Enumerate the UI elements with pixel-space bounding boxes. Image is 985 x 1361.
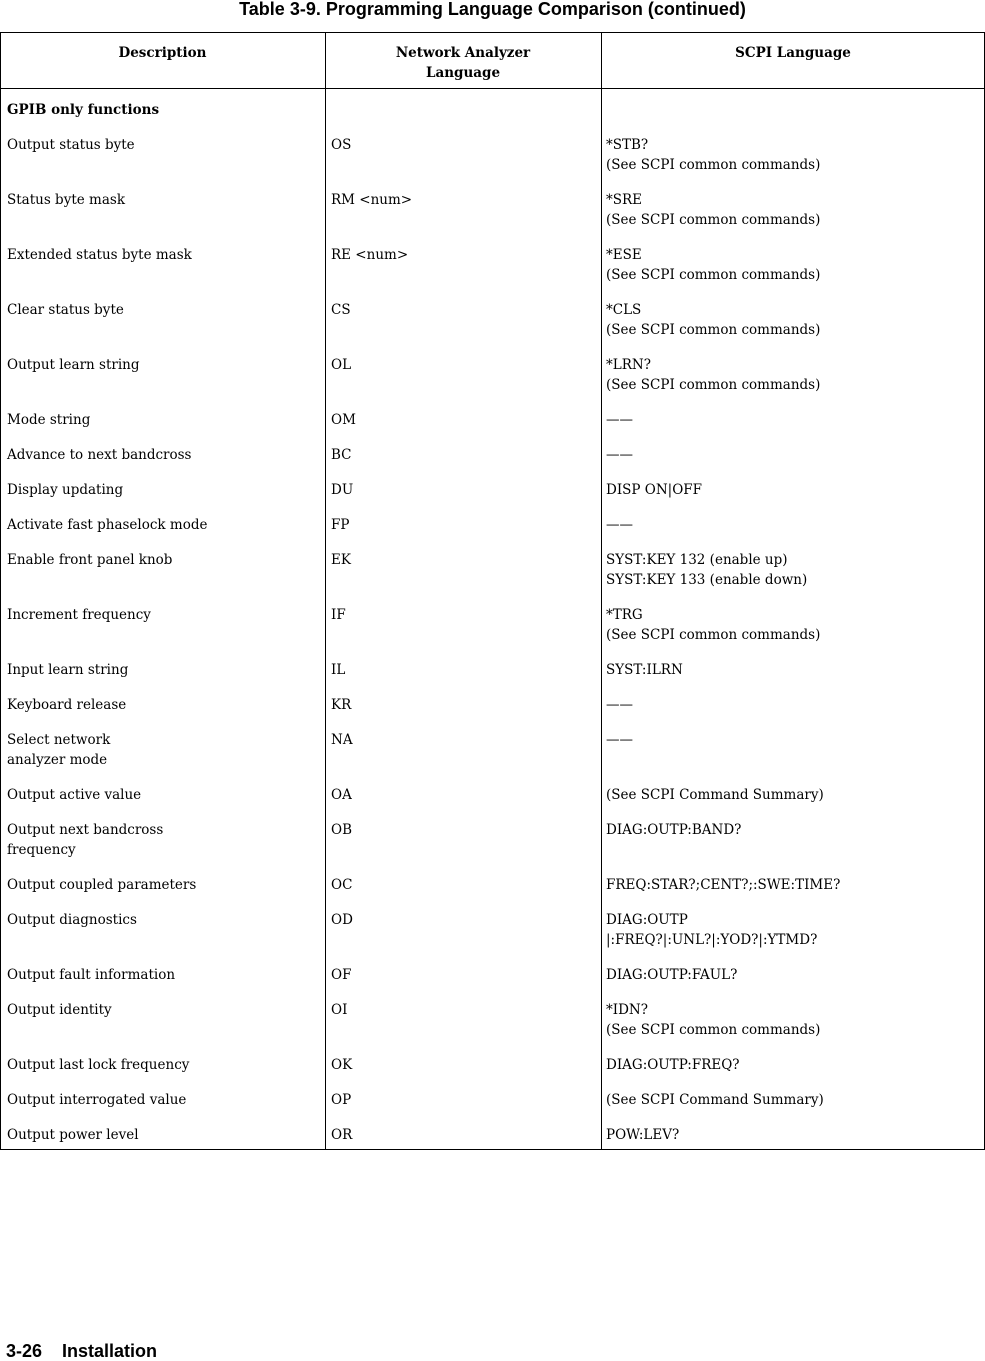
scpi-cell: —— — [606, 697, 633, 713]
network-analyzer-cell: NA — [331, 732, 353, 748]
scpi-cell: *SRE (See SCPI common commands) — [606, 192, 821, 228]
section-heading: GPIB only functions — [7, 102, 160, 118]
network-analyzer-cell: OB — [331, 822, 352, 838]
table-title: Table 3-9. Programming Language Comparison (continued) — [239, 0, 746, 19]
scpi-cell: DIAG:OUTP:FAUL? — [606, 967, 738, 983]
description-cell: Output coupled parameters — [7, 877, 197, 893]
network-analyzer-cell: OD — [331, 912, 353, 928]
header-rule — [0, 88, 985, 89]
table-row — [0, 820, 985, 875]
network-analyzer-cell: OK — [331, 1057, 353, 1073]
table-row — [0, 965, 985, 1000]
table-row — [0, 1000, 985, 1055]
scpi-cell: (See SCPI Command Summary) — [606, 1092, 824, 1108]
description-cell: Output power level — [7, 1127, 139, 1143]
scpi-cell: —— — [606, 732, 633, 748]
scpi-cell: —— — [606, 517, 633, 533]
description-cell: Output diagnostics — [7, 912, 137, 928]
description-cell: Output fault information — [7, 967, 176, 983]
scpi-cell: *STB? (See SCPI common commands) — [606, 137, 821, 173]
table-row — [0, 190, 985, 245]
description-cell: Extended status byte mask — [7, 247, 192, 263]
description-cell: Status byte mask — [7, 192, 125, 208]
description-cell: Enable front panel knob — [7, 552, 173, 568]
header-scpi-language: SCPI Language — [735, 45, 851, 61]
table-row — [0, 410, 985, 445]
network-analyzer-cell: OL — [331, 357, 352, 373]
table-row — [0, 660, 985, 695]
description-cell: Output status byte — [7, 137, 135, 153]
scpi-cell: —— — [606, 412, 633, 428]
scpi-cell: SYST:KEY 132 (enable up) SYST:KEY 133 (enable down) — [606, 552, 808, 588]
description-cell: Input learn string — [7, 662, 129, 678]
network-analyzer-cell: OM — [331, 412, 356, 428]
description-cell: Output last lock frequency — [7, 1057, 190, 1073]
description-cell: Output next bandcross frequency — [7, 822, 164, 858]
description-cell: Output learn string — [7, 357, 140, 373]
table-row — [0, 135, 985, 190]
scpi-cell: DISP ON|OFF — [606, 482, 703, 498]
scpi-cell: *TRG (See SCPI common commands) — [606, 607, 821, 643]
description-cell: Select network analyzer mode — [7, 732, 111, 768]
network-analyzer-cell: EK — [331, 552, 351, 568]
description-cell: Display updating — [7, 482, 124, 498]
network-analyzer-cell: OP — [331, 1092, 352, 1108]
table-row — [0, 515, 985, 550]
table-row — [0, 300, 985, 355]
scpi-cell: SYST:ILRN — [606, 662, 683, 678]
scpi-cell: *ESE (See SCPI common commands) — [606, 247, 821, 283]
network-analyzer-cell: IF — [331, 607, 346, 623]
scpi-cell: POW:LEV? — [606, 1127, 680, 1143]
scpi-cell: *CLS (See SCPI common commands) — [606, 302, 821, 338]
network-analyzer-cell: FP — [331, 517, 350, 533]
header-network-analyzer-language: Network Analyzer Language — [395, 45, 531, 81]
scpi-cell: DIAG:OUTP:FREQ? — [606, 1057, 740, 1073]
description-cell: Activate fast phaselock mode — [7, 517, 208, 533]
table-row — [0, 875, 985, 910]
table-row — [0, 1055, 985, 1090]
description-cell: Clear status byte — [7, 302, 124, 318]
description-cell: Mode string — [7, 412, 91, 428]
scpi-cell: *LRN? (See SCPI common commands) — [606, 357, 821, 393]
network-analyzer-cell: OI — [331, 1002, 348, 1018]
table-row — [0, 695, 985, 730]
description-cell: Advance to next bandcross — [7, 447, 192, 463]
network-analyzer-cell: DU — [331, 482, 354, 498]
network-analyzer-cell: RE <num> — [331, 247, 409, 263]
description-cell: Increment frequency — [7, 607, 151, 623]
table-row — [0, 730, 985, 785]
table-row — [0, 445, 985, 480]
table-row — [0, 1090, 985, 1125]
table-row — [0, 245, 985, 300]
network-analyzer-cell: OC — [331, 877, 353, 893]
description-cell: Output interrogated value — [7, 1092, 187, 1108]
table-row — [0, 910, 985, 965]
network-analyzer-cell: OF — [331, 967, 352, 983]
network-analyzer-cell: RM <num> — [331, 192, 413, 208]
description-cell: Output active value — [7, 787, 142, 803]
network-analyzer-cell: OS — [331, 137, 352, 153]
table-row — [0, 605, 985, 660]
table-row — [0, 355, 985, 410]
table-row — [0, 480, 985, 515]
table-row — [0, 1125, 985, 1160]
scpi-cell: (See SCPI Command Summary) — [606, 787, 824, 803]
network-analyzer-cell: KR — [331, 697, 352, 713]
scpi-cell: FREQ:STAR?;CENT?;:SWE:TIME? — [606, 877, 841, 893]
description-cell: Keyboard release — [7, 697, 127, 713]
scpi-cell: DIAG:OUTP |:FREQ?|:UNL?|:YOD?|:YTMD? — [606, 912, 818, 948]
scpi-cell: *IDN? (See SCPI common commands) — [606, 1002, 821, 1038]
network-analyzer-cell: CS — [331, 302, 351, 318]
table-body — [0, 135, 985, 1160]
network-analyzer-cell: BC — [331, 447, 352, 463]
description-cell: Output identity — [7, 1002, 112, 1018]
network-analyzer-cell: OA — [331, 787, 352, 803]
table-row — [0, 550, 985, 605]
network-analyzer-cell: OR — [331, 1127, 353, 1143]
page-footer: 3-26 Installation — [6, 1341, 158, 1361]
scpi-cell: DIAG:OUTP:BAND? — [606, 822, 742, 838]
network-analyzer-cell: IL — [331, 662, 346, 678]
header-description: Description — [118, 45, 207, 61]
scpi-cell: —— — [606, 447, 633, 463]
table-row — [0, 785, 985, 820]
